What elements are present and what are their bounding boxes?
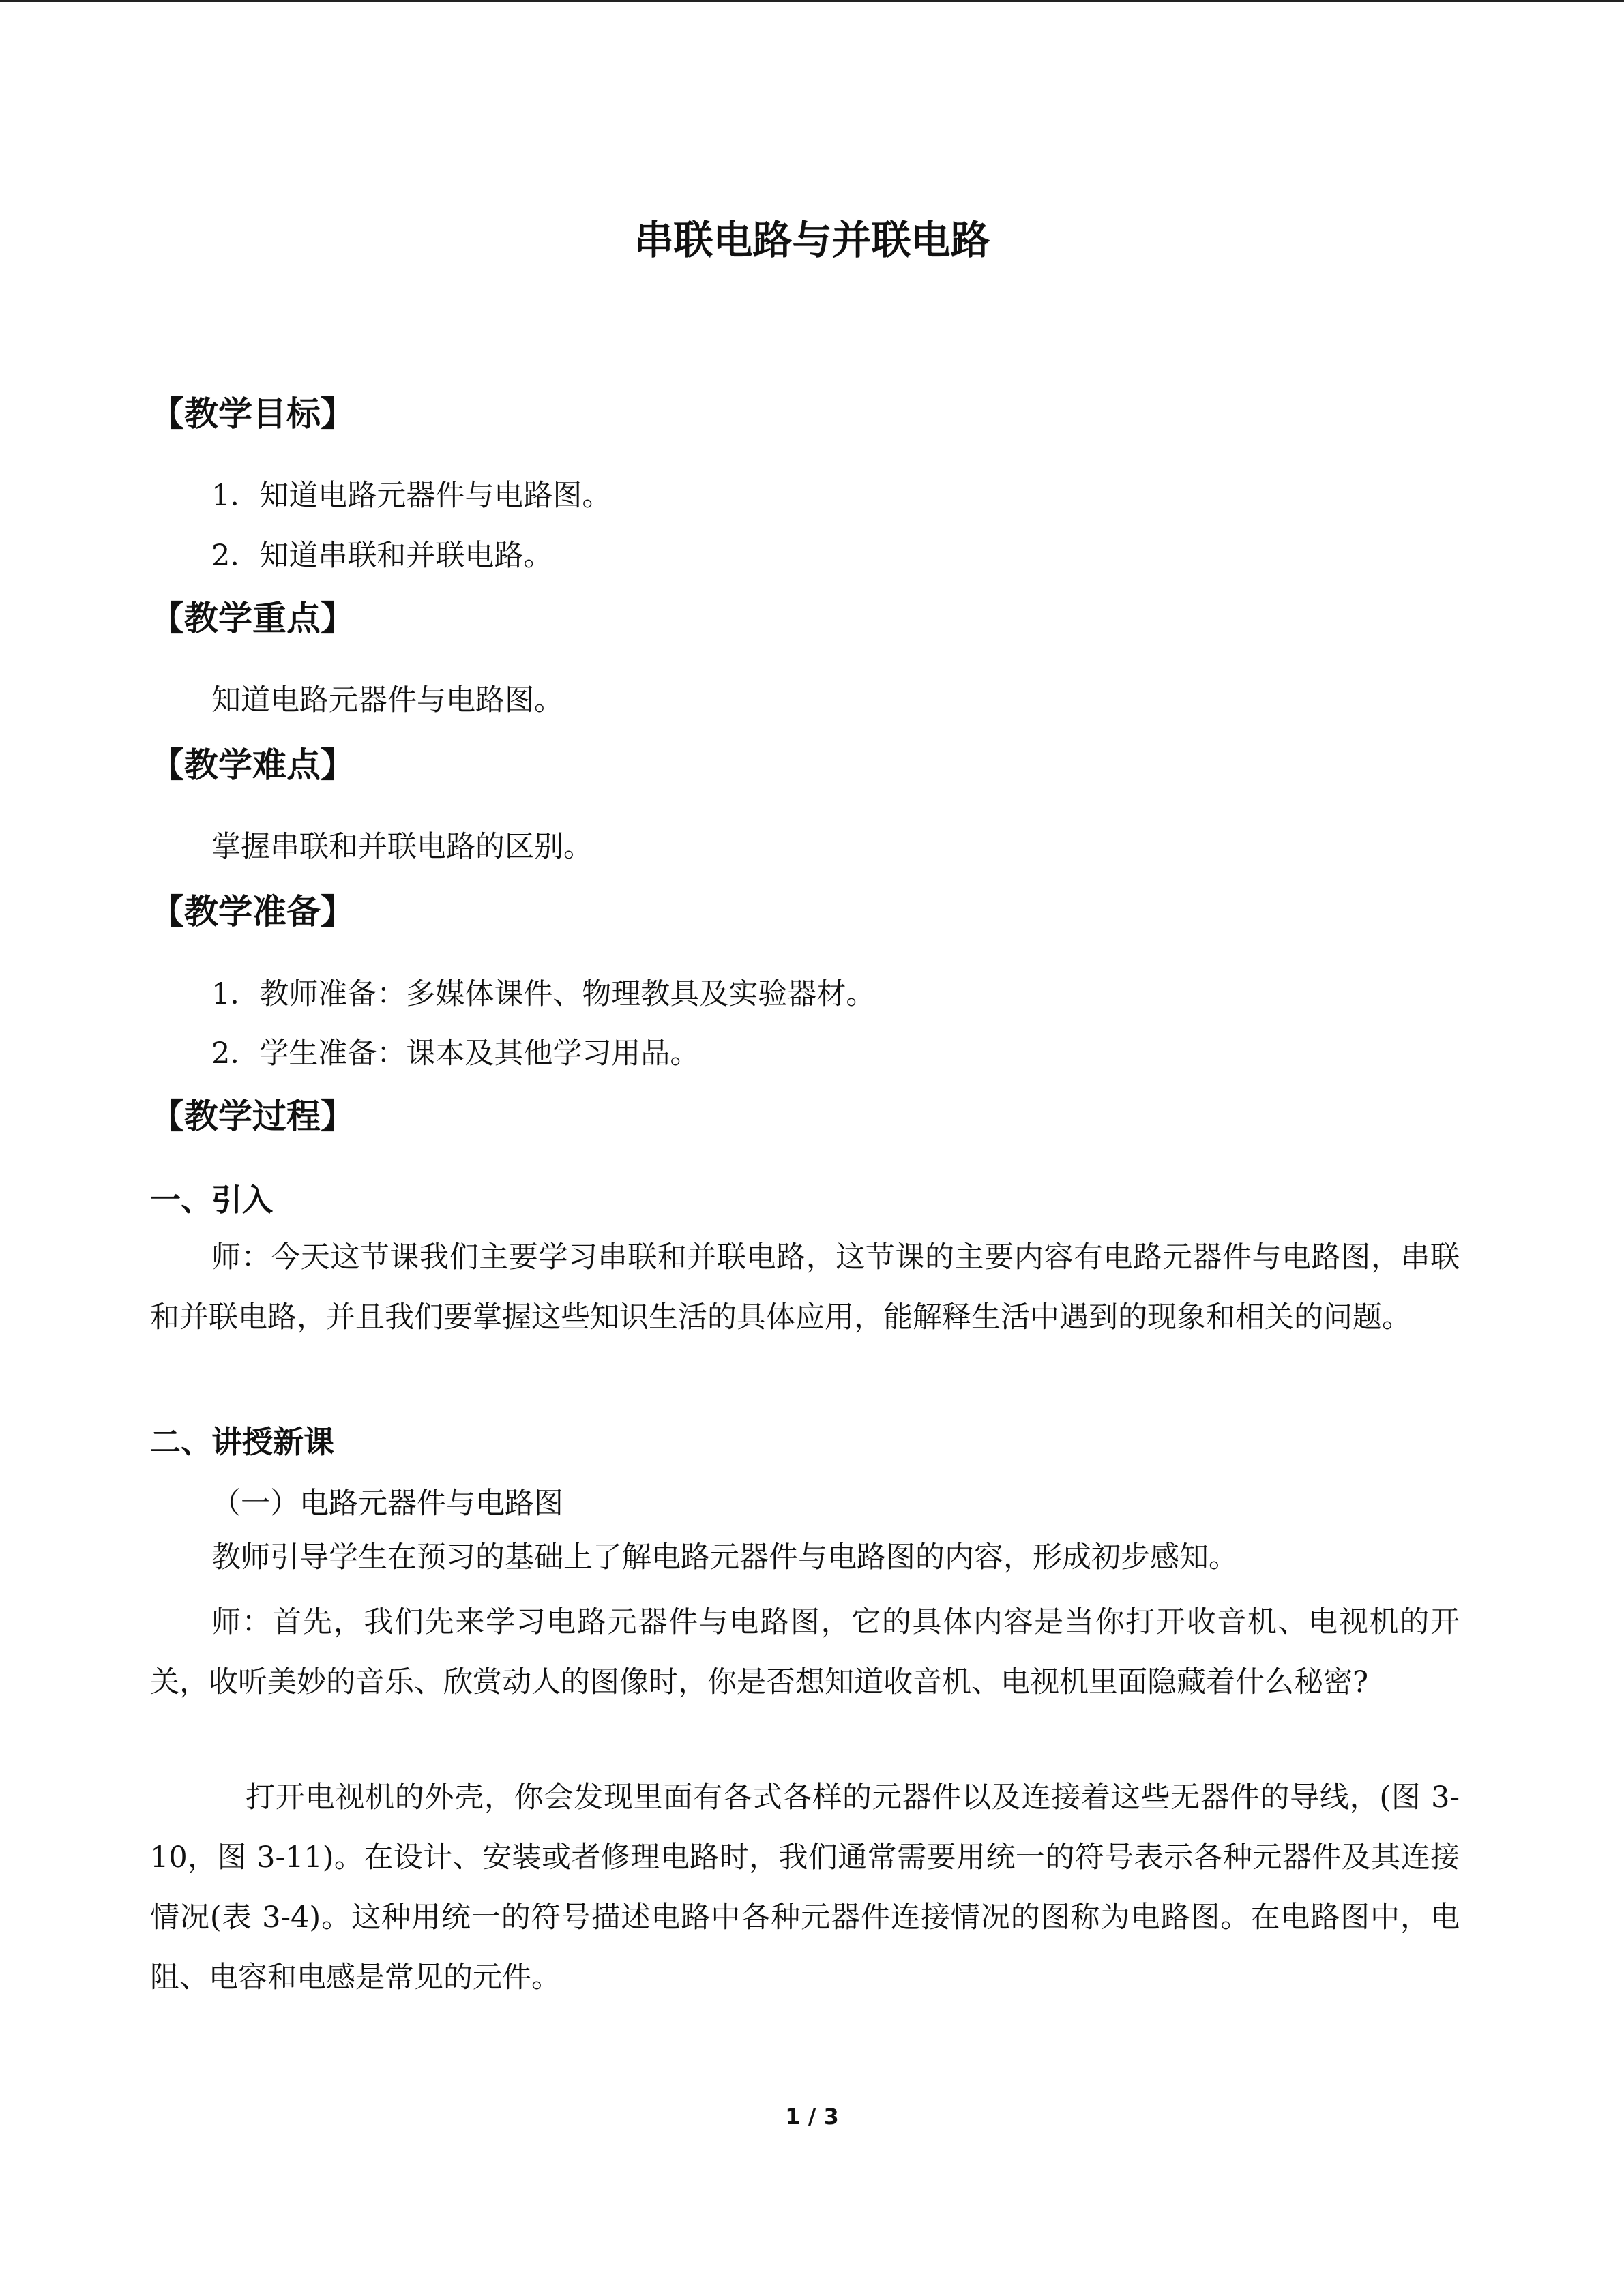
part2-paragraph-2: 师：首先，我们先来学习电路元器件与电路图，它的具体内容是当你打开收音机、电视机的开关，收听美妙的音乐、欣赏动人的图像时，你是否想知道收音机、电视机里面隐藏着什么秘密? <box>150 1605 1460 1699</box>
page-number: 1 / 3 <box>785 2104 839 2130</box>
objective-item-1: 1．知道电路元器件与电路图。 <box>211 479 612 513</box>
objective-item-2: 2．知道串联和并联电路。 <box>211 539 553 573</box>
difficulties-text: 掌握串联和并联电路的区别。 <box>211 830 593 864</box>
part2-heading: 二、讲授新课 <box>150 1424 335 1460</box>
preparation-item-1: 1．教师准备：多媒体课件、物理教具及实验器材。 <box>211 977 876 1011</box>
difficulties-heading: 【教学难点】 <box>150 745 355 785</box>
process-heading: 【教学过程】 <box>150 1097 355 1136</box>
key-points-text: 知道电路元器件与电路图。 <box>211 683 563 717</box>
preparation-item-2: 2．学生准备：课本及其他学习用品。 <box>211 1037 700 1071</box>
part2-subheading: （一）电路元器件与电路图 <box>211 1487 563 1521</box>
key-points-heading: 【教学重点】 <box>150 599 355 638</box>
top-border-rule <box>0 0 1624 2</box>
part1-heading: 一、引入 <box>150 1182 274 1218</box>
objectives-heading: 【教学目标】 <box>150 394 355 434</box>
preparation-heading: 【教学准备】 <box>150 892 355 931</box>
part2-paragraph-3: 打开电视机的外壳，你会发现里面有各式各样的元器件以及连接着这些无器件的导线，(图 3-10，图 3-11)。在设计、安装或者修理电路时，我们通常需要用统一的符号表示各种元器件及其连接情况(表 3-4)。这种用统一的符号描述电路中各种元器件连接情况的图称为电路图。在电路图中，电阻、电容和电感是常见的元件。 <box>150 1780 1460 1995</box>
document-title: 串联电路与并联电路 <box>634 217 990 263</box>
part1-paragraph: 师：今天这节课我们主要学习串联和并联电路，这节课的主要内容有电路元器件与电路图，串联和并联电路，并且我们要掌握这些知识生活的具体应用，能解释生活中遇到的现象和相关的问题。 <box>150 1240 1460 1335</box>
part2-paragraph-1: 教师引导学生在预习的基础上了解电路元器件与电路图的内容，形成初步感知。 <box>211 1540 1238 1575</box>
